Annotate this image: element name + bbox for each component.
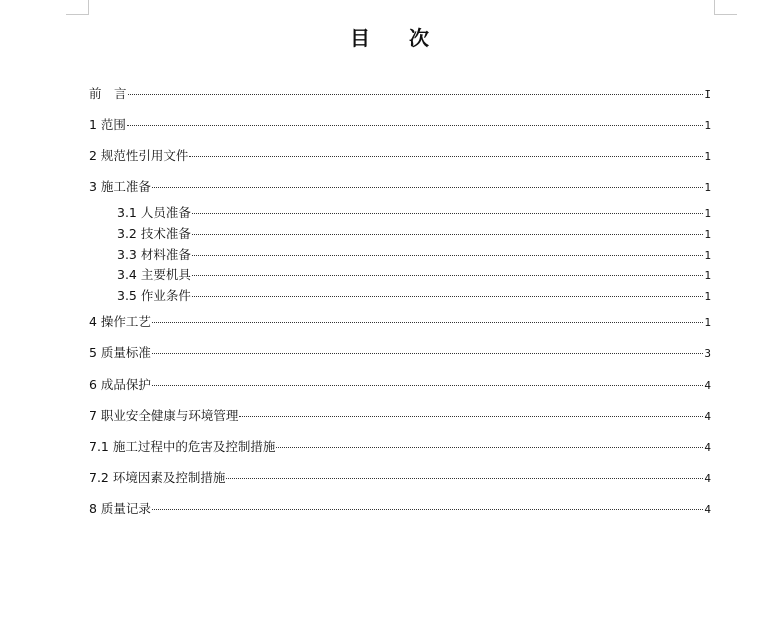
toc-leader-dots [192,255,704,256]
toc-entry-page: 1 [704,269,711,282]
toc-entry-hazards-control[interactable] [89,439,711,456]
toc-entry-label: 1 范围 [89,117,126,132]
toc-entry-main-tools[interactable] [117,267,711,284]
toc-entry-page: 1 [704,249,711,262]
toc-leader-dots [127,125,703,126]
toc-title-part1: 目 [350,26,371,50]
toc-entry-label: 3 施工准备 [89,179,151,194]
toc-entry-label: 4 操作工艺 [89,314,151,329]
toc-entry-scope[interactable] [89,117,711,134]
toc-entry-label: 3.5 作业条件 [117,288,191,303]
toc-entry-operation-process[interactable] [89,314,711,331]
toc-leader-dots [276,447,703,448]
toc-leader-dots [192,234,704,235]
toc-entry-label: 8 质量记录 [89,501,151,516]
toc-entry-page: 4 [704,379,711,392]
toc-entry-page: 4 [704,503,711,516]
toc-leader-dots [239,416,703,417]
toc-leader-dots [152,322,703,323]
toc-entry-material-preparation[interactable] [117,247,711,264]
toc-entry-construction-preparation[interactable] [89,179,711,196]
toc-entry-label: 7.2 环境因素及控制措施 [89,470,226,485]
toc-entry-environmental-factors[interactable] [89,470,711,487]
toc-leader-dots [189,156,703,157]
toc-entry-page: 1 [704,207,711,220]
toc-entry-page: 1 [704,290,711,303]
toc-leader-dots [226,478,703,479]
toc-entry-occupational-safety[interactable] [89,408,711,425]
toc-entry-preface[interactable] [89,86,711,103]
toc-entry-label: 前 言 [89,86,127,101]
toc-leader-dots [152,187,703,188]
toc-title-part2: 次 [409,26,430,50]
toc-entry-page: 1 [704,228,711,241]
toc-leader-dots [152,385,703,386]
page-corner-mark-left [66,0,89,15]
toc-entry-page: 3 [704,347,711,360]
toc-leader-dots [152,509,703,510]
toc-entry-normative-references[interactable] [89,148,711,165]
toc-entry-quality-standards[interactable] [89,345,711,362]
toc-leader-dots [192,213,704,214]
toc-entry-label: 3.1 人员准备 [117,205,191,220]
toc-entry-label: 7 职业安全健康与环境管理 [89,408,239,423]
toc-entry-label: 2 规范性引用文件 [89,148,189,163]
toc-entry-label: 3.4 主要机具 [117,267,191,282]
toc-entry-personnel-preparation[interactable] [117,205,711,222]
toc-entry-page: 1 [704,316,711,329]
toc-entry-quality-records[interactable] [89,501,711,518]
toc-entry-page: I [704,88,711,101]
toc-entry-label: 7.1 施工过程中的危害及控制措施 [89,439,276,454]
toc-title [0,22,780,51]
toc-entry-page: 4 [704,472,711,485]
toc-entry-label: 3.2 技术准备 [117,226,191,241]
toc-entry-page: 1 [704,150,711,163]
page-corner-mark-right [714,0,737,15]
toc-leader-dots [192,296,704,297]
toc-leader-dots [152,353,703,354]
toc-leader-dots [128,94,704,95]
toc-entry-page: 1 [704,119,711,132]
toc-entry-technical-preparation[interactable] [117,226,711,243]
toc-entry-page: 4 [704,441,711,454]
toc-entry-label: 6 成品保护 [89,377,151,392]
toc-leader-dots [192,275,704,276]
toc-entry-page: 4 [704,410,711,423]
toc-entry-page: 1 [704,181,711,194]
toc-entry-product-protection[interactable] [89,377,711,394]
toc-entry-working-conditions[interactable] [117,288,711,305]
toc-entry-label: 5 质量标准 [89,345,151,360]
toc-entry-label: 3.3 材料准备 [117,247,191,262]
